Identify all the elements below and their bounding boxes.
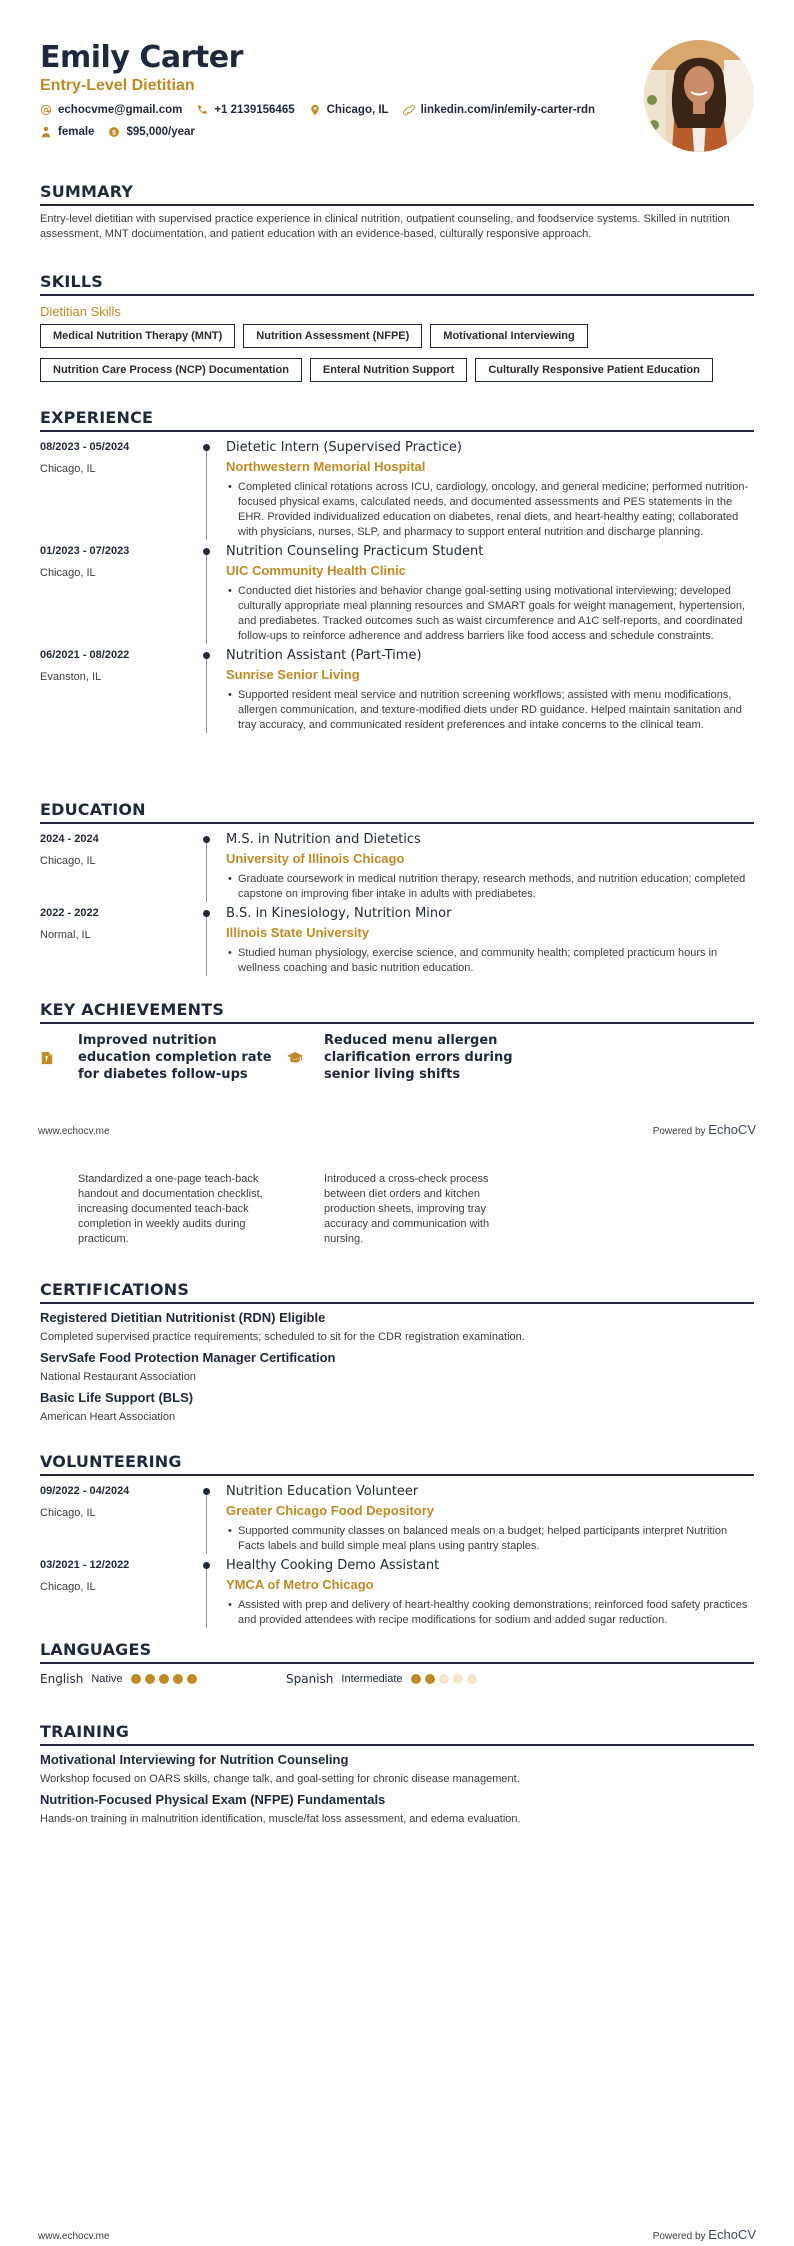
language-rating <box>411 1674 477 1684</box>
volunteering-section <box>40 1452 754 1628</box>
rating-dot-empty <box>467 1674 477 1684</box>
rating-dot-filled <box>145 1674 155 1684</box>
experience-title: Nutrition Assistant (Part-Time) <box>226 648 422 663</box>
section-title-training: TRAINING <box>40 1722 130 1741</box>
section-divider <box>40 822 754 824</box>
languages-section <box>40 1640 754 1686</box>
training-desc: Workshop focused on OARS skills, change talk, and goal-setting for chronic disease management. <box>40 1773 520 1785</box>
skill-chip: Culturally Responsive Patient Education <box>475 358 713 382</box>
language-level: Intermediate <box>341 1673 403 1685</box>
contact-email[interactable] <box>40 104 182 116</box>
experience-bullet: • Supported resident meal service and nutrition screening workflows; assisted with menu modifications, allergen communication, and texture-modified diets under RD guidance. Helped maintain sanitation and tray accuracy, and communicated resident preferences and intake concerns to the clinical team. <box>226 688 754 733</box>
experience-dates: 08/2023 - 05/2024 <box>40 441 130 453</box>
contact-phone[interactable] <box>196 104 294 116</box>
timeline-line <box>206 910 207 976</box>
timeline-dot <box>203 1488 210 1495</box>
section-title-languages: LANGUAGES <box>40 1640 152 1659</box>
footer-powered-label: Powered by <box>652 1126 706 1137</box>
training-item <box>40 1792 754 1826</box>
language-rating <box>131 1674 197 1684</box>
contact-phone-text: +1 2139156465 <box>214 104 295 116</box>
volunteering-location: Chicago, IL <box>40 1581 96 1593</box>
rating-dot-filled <box>159 1674 169 1684</box>
timeline-dot <box>203 548 210 555</box>
education-item <box>40 906 754 976</box>
skills-chip-list <box>40 324 754 382</box>
timeline-line <box>206 1562 207 1628</box>
at-icon <box>40 104 52 116</box>
graduation-cap-icon <box>286 1032 324 1083</box>
link-icon <box>403 104 415 116</box>
cert-item <box>40 1310 754 1344</box>
section-divider <box>40 204 754 206</box>
location-pin-icon <box>309 104 321 116</box>
experience-bullet: • Completed clinical rotations across ICU, cardiology, oncology, and general medicine; performed nutrition-focused physical exams, calculated needs, and documented assessments and PES statements in the EHR. Provided individualized education on diabetes, renal diets, and heart-healthy eating; collaborated with physicians, nurses, SLP, and pharmacy to support enteral nutrition and discharge planning. <box>226 480 754 540</box>
training-section <box>40 1722 754 1826</box>
experience-title: Nutrition Counseling Practicum Student <box>226 544 484 559</box>
experience-location: Chicago, IL <box>40 567 96 579</box>
rating-dot-filled <box>131 1674 141 1684</box>
experience-location: Evanston, IL <box>40 671 102 683</box>
experience-title: Dietetic Intern (Supervised Practice) <box>226 440 462 455</box>
timeline-dot <box>203 652 210 659</box>
footer-site-link[interactable]: www.echocv.me <box>38 2231 110 2242</box>
experience-org: Sunrise Senior Living <box>226 667 360 682</box>
achievement-descriptions-row <box>40 1172 754 1247</box>
section-divider <box>40 1474 754 1476</box>
language-item <box>286 1672 532 1686</box>
achievement-item <box>286 1032 532 1083</box>
timeline-dot <box>203 910 210 917</box>
cert-item <box>40 1390 754 1424</box>
volunteering-dates: 09/2022 - 04/2024 <box>40 1485 130 1497</box>
candidate-name: Emily Carter <box>40 40 243 75</box>
skills-group-label: Dietitian Skills <box>40 304 121 319</box>
details-row <box>40 124 754 140</box>
section-title-achievements: KEY ACHIEVEMENTS <box>40 1000 225 1019</box>
language-name: Spanish <box>286 1672 334 1686</box>
training-title: Motivational Interviewing for Nutrition Counseling <box>40 1752 349 1767</box>
rating-dot-filled <box>425 1674 435 1684</box>
phone-icon <box>196 104 208 116</box>
education-section <box>40 800 754 976</box>
education-item <box>40 832 754 902</box>
skill-chip: Motivational Interviewing <box>430 324 587 348</box>
contact-location <box>309 104 389 116</box>
achievement-titles-row <box>40 1032 754 1083</box>
rating-dot-filled <box>187 1674 197 1684</box>
rating-dot-empty <box>439 1674 449 1684</box>
experience-org: UIC Community Health Clinic <box>226 563 406 578</box>
education-bullet: • Studied human physiology, exercise science, and community health; completed practicum hours in wellness coaching and basic nutrition education. <box>226 946 754 976</box>
cert-title: ServSafe Food Protection Manager Certification <box>40 1350 336 1365</box>
cert-issuer: American Heart Association <box>40 1411 176 1423</box>
experience-section <box>40 408 754 733</box>
section-divider <box>40 1022 754 1024</box>
experience-item <box>40 544 754 644</box>
training-desc: Hands-on training in malnutrition identification, muscle/fat loss assessment, and edema evaluation. <box>40 1813 521 1825</box>
contact-location-text: Chicago, IL <box>326 104 389 116</box>
education-dates: 2022 - 2022 <box>40 907 99 919</box>
salary-icon <box>108 126 120 138</box>
timeline-line <box>206 652 207 733</box>
timeline-line <box>206 548 207 644</box>
training-item <box>40 1752 754 1786</box>
contact-linkedin[interactable] <box>403 104 595 116</box>
education-location: Chicago, IL <box>40 855 96 867</box>
volunteering-bullet: • Assisted with prep and delivery of heart-healthy cooking demonstrations; reinforced food safety practices and provided attendees with recipe modifications for sodium and added sugar reduction. <box>226 1598 754 1628</box>
person-icon <box>40 126 52 138</box>
achievement-item <box>40 1032 286 1083</box>
achievement-desc: Standardized a one-page teach-back handout and documentation checklist, increasing documented teach-back completion in weekly audits during practicum. <box>78 1173 263 1245</box>
section-title-volunteering: VOLUNTEERING <box>40 1452 182 1471</box>
skill-chip: Nutrition Care Process (NCP) Documentation <box>40 358 302 382</box>
cert-desc: Completed supervised practice requirements; scheduled to sit for the CDR registration examination. <box>40 1331 525 1343</box>
footer-powered-label: Powered by <box>652 2231 706 2242</box>
experience-dates: 01/2023 - 07/2023 <box>40 545 130 557</box>
volunteering-bullet: • Supported community classes on balanced meals on a budget; helped participants interpret Nutrition Facts labels and build simple meal plans using pantry staples. <box>226 1524 754 1554</box>
rating-dot-filled <box>173 1674 183 1684</box>
education-dates: 2024 - 2024 <box>40 833 99 845</box>
timeline-dot <box>203 836 210 843</box>
education-degree: B.S. in Kinesiology, Nutrition Minor <box>226 906 452 921</box>
section-divider <box>40 1302 754 1304</box>
summary-section <box>40 182 754 242</box>
section-title-summary: SUMMARY <box>40 182 134 201</box>
document-icon <box>40 1032 78 1083</box>
detail-salary-text: $95,000/year <box>126 126 195 138</box>
languages-row <box>40 1672 754 1686</box>
section-divider <box>40 1662 754 1664</box>
experience-bullet: • Conducted diet histories and behavior change goal-setting using motivational interviewing; developed culturally appropriate meal planning resources and SMART goals for weight management, hypertension, and prediabetes. Tracked outcomes such as waist circumference and A1C self-reports, and coordinated follow-ups to reinforce adherence and address barriers like food access and schedule constraints. <box>226 584 754 644</box>
timeline-line <box>206 836 207 902</box>
avatar <box>644 40 754 152</box>
section-title-skills: SKILLS <box>40 272 103 291</box>
achievement-desc: Introduced a cross-check process between diet orders and kitchen production sheets, improving tray accuracy and communication with nursing. <box>324 1173 490 1245</box>
volunteering-title: Nutrition Education Volunteer <box>226 1484 419 1499</box>
cert-item <box>40 1350 754 1384</box>
experience-dates: 06/2021 - 08/2022 <box>40 649 130 661</box>
detail-gender <box>40 126 94 138</box>
resume-header <box>40 40 754 160</box>
language-name: English <box>40 1672 84 1686</box>
section-divider <box>40 1744 754 1746</box>
detail-salary <box>108 126 194 138</box>
contact-linkedin-text: linkedin.com/in/emily-carter-rdn <box>420 104 596 116</box>
section-divider <box>40 430 754 432</box>
volunteering-location: Chicago, IL <box>40 1507 96 1519</box>
section-title-certifications: CERTIFICATIONS <box>40 1280 190 1299</box>
section-title-education: EDUCATION <box>40 800 146 819</box>
education-degree: M.S. in Nutrition and Dietetics <box>226 832 421 847</box>
contact-email-text: echocvme@gmail.com <box>58 104 183 116</box>
training-title: Nutrition-Focused Physical Exam (NFPE) Fundamentals <box>40 1792 386 1807</box>
cert-title: Registered Dietitian Nutritionist (RDN) Eligible <box>40 1310 326 1325</box>
section-divider <box>40 294 754 296</box>
volunteering-item <box>40 1558 754 1628</box>
experience-location: Chicago, IL <box>40 463 96 475</box>
volunteering-item <box>40 1484 754 1554</box>
volunteering-dates: 03/2021 - 12/2022 <box>40 1559 130 1571</box>
education-school: University of Illinois Chicago <box>226 851 405 866</box>
skill-chip: Nutrition Assessment (NFPE) <box>243 324 422 348</box>
experience-org: Northwestern Memorial Hospital <box>226 459 426 474</box>
section-title-experience: EXPERIENCE <box>40 408 154 427</box>
cert-issuer: National Restaurant Association <box>40 1371 196 1383</box>
experience-item <box>40 648 754 733</box>
language-level: Native <box>91 1673 123 1685</box>
volunteering-org: Greater Chicago Food Depository <box>226 1503 435 1518</box>
footer-powered-by <box>653 1122 756 1137</box>
timeline-line <box>206 1488 207 1554</box>
rating-dot-empty <box>453 1674 463 1684</box>
language-item <box>40 1672 286 1686</box>
svg-text:$: $ <box>112 129 117 137</box>
footer-brand[interactable]: EchoCV <box>708 2227 756 2242</box>
education-bullet: • Graduate coursework in medical nutrition therapy, research methods, and nutrition education; completed capstone on improving fiber intake in adults with prediabetes. <box>226 872 754 902</box>
footer-brand[interactable]: EchoCV <box>708 1122 756 1137</box>
skill-chip: Medical Nutrition Therapy (MNT) <box>40 324 235 348</box>
experience-item <box>40 440 754 540</box>
certifications-section <box>40 1280 754 1424</box>
footer-powered-by <box>653 2227 756 2242</box>
candidate-role: Entry-Level Dietitian <box>40 77 195 94</box>
timeline-dot <box>203 444 210 451</box>
rating-dot-filled <box>411 1674 421 1684</box>
cert-title: Basic Life Support (BLS) <box>40 1390 194 1405</box>
timeline-line <box>206 444 207 540</box>
achievements-section <box>40 1000 754 1083</box>
summary-text: Entry-level dietitian with supervised practice experience in clinical nutrition, outpatient counseling, and foodservice systems. Skilled in nutrition assessment, MNT documentation, and patient education with an evidence-based, culturally responsive approach. <box>40 213 730 240</box>
achievement-title: Reduced menu allergen clarification errors during senior living shifts <box>324 1033 513 1082</box>
education-school: Illinois State University <box>226 925 370 940</box>
skills-section <box>40 272 754 382</box>
achievement-title: Improved nutrition education completion rate for diabetes follow-ups <box>78 1033 272 1082</box>
volunteering-org: YMCA of Metro Chicago <box>226 1577 374 1592</box>
footer-site-link[interactable]: www.echocv.me <box>38 1126 110 1137</box>
volunteering-title: Healthy Cooking Demo Assistant <box>226 1558 440 1573</box>
skill-chip: Enteral Nutrition Support <box>310 358 467 382</box>
detail-gender-text: female <box>58 126 95 138</box>
education-location: Normal, IL <box>40 929 91 941</box>
timeline-dot <box>203 1562 210 1569</box>
